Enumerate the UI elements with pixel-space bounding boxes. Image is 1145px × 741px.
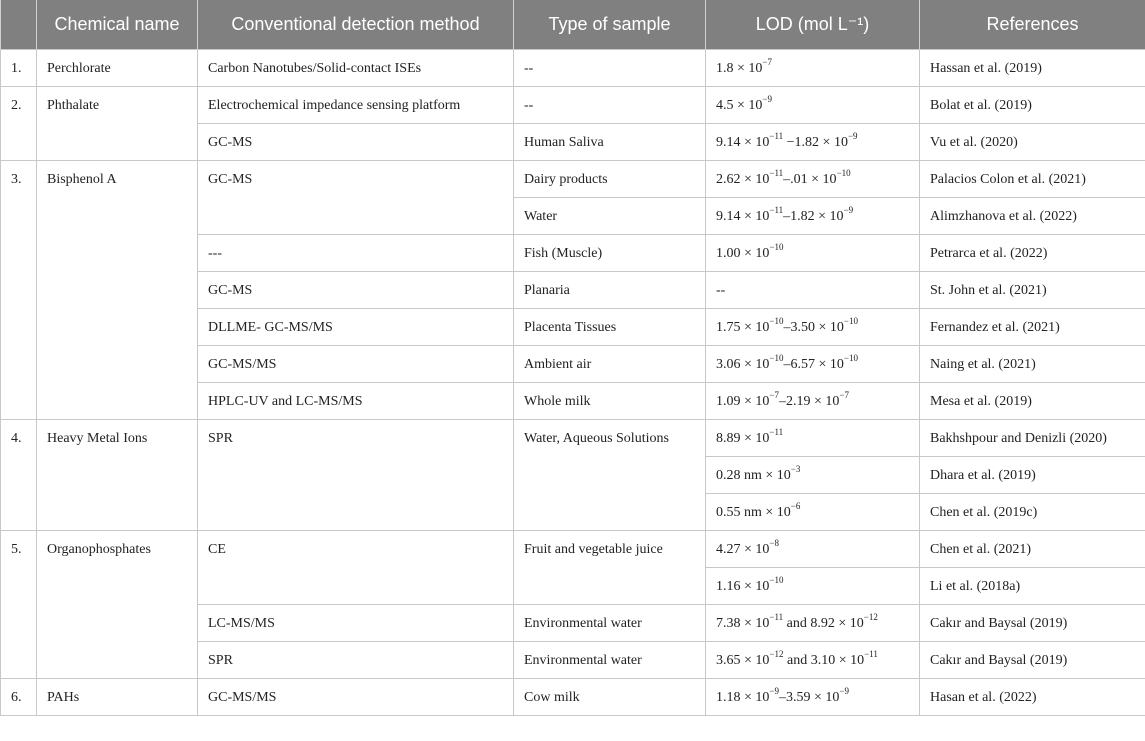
reference: Fernandez et al. (2021) [920, 309, 1145, 346]
sample-type: Human Saliva [514, 124, 706, 161]
header-sample-type: Type of sample [514, 0, 706, 50]
sample-type: Fish (Muscle) [514, 235, 706, 272]
reference: Hassan et al. (2019) [920, 50, 1145, 87]
lod-value: $8.89 \times 10^{-11}$ [706, 420, 920, 457]
table-row [1, 161, 1145, 198]
sample-type: Ambient air [514, 346, 706, 383]
chemical-name: PAHs [37, 679, 198, 716]
lod-value: $3.06 \times 10^{-10}-6.57 \times 10^{-10}$ [706, 346, 920, 383]
reference: Bakhshpour and Denizli (2020) [920, 420, 1145, 457]
row-number: 6. [1, 679, 37, 716]
reference: Petrarca et al. (2022) [920, 235, 1145, 272]
sample-type: Cow milk [514, 679, 706, 716]
reference: Bolat et al. (2019) [920, 87, 1145, 124]
reference: Dhara et al. (2019) [920, 457, 1145, 494]
reference: Vu et al. (2020) [920, 124, 1145, 161]
chemical-name: Heavy Metal Ions [37, 420, 198, 531]
detection-method: HPLC-UV and LC-MS/MS [198, 383, 514, 420]
lod-value: $1.75 \times 10^{-10}-3.50 \times 10^{-10}$ [706, 309, 920, 346]
sample-type: -- [514, 87, 706, 124]
detection-method: GC-MS [198, 272, 514, 309]
detection-method: GC-MS [198, 124, 514, 161]
table-header [1, 0, 1145, 50]
reference: Li et al. (2018a) [920, 568, 1145, 605]
lod-value: $1.00 \times 10^{-10}$ [706, 235, 920, 272]
reference: Chen et al. (2019c) [920, 494, 1145, 531]
sample-type: Planaria [514, 272, 706, 309]
lod-value: 0.55 nm × $10^{-6}$ [706, 494, 920, 531]
table-row [1, 87, 1145, 124]
lod-value: $3.65 \times 10^{-12}$ and $3.10 \times 10^{-11}$ [706, 642, 920, 679]
reference: Cakır and Baysal (2019) [920, 642, 1145, 679]
row-number: 3. [1, 161, 37, 420]
detection-method: GC-MS/MS [198, 346, 514, 383]
detection-method: Electrochemical impedance sensing platform [198, 87, 514, 124]
row-number: 5. [1, 531, 37, 679]
detection-method: LC-MS/MS [198, 605, 514, 642]
sample-type: -- [514, 50, 706, 87]
header-detection-method: Conventional detection method [198, 0, 514, 50]
chemical-name: Perchlorate [37, 50, 198, 87]
header-index [1, 0, 37, 50]
lod-value: $7.38 \times 10^{-11}$ and $8.92 \times 10^{-12}$ [706, 605, 920, 642]
row-number: 4. [1, 420, 37, 531]
row-number: 2. [1, 87, 37, 161]
detection-method: CE [198, 531, 514, 605]
sample-type: Fruit and vegetable juice [514, 531, 706, 605]
reference: Naing et al. (2021) [920, 346, 1145, 383]
sample-type: Placenta Tissues [514, 309, 706, 346]
reference: Mesa et al. (2019) [920, 383, 1145, 420]
detection-method: GC-MS/MS [198, 679, 514, 716]
reference: St. John et al. (2021) [920, 272, 1145, 309]
header-references: References [920, 0, 1145, 50]
reference: Chen et al. (2021) [920, 531, 1145, 568]
lod-value: $2.62 \times 10^{-11}-.01 \times 10^{-10}$ [706, 161, 920, 198]
chemical-name: Organophosphates [37, 531, 198, 679]
table-row [1, 531, 1145, 568]
detection-method: DLLME- GC-MS/MS [198, 309, 514, 346]
reference: Cakır and Baysal (2019) [920, 605, 1145, 642]
lod-value: $4.27 \times 10^{-8}$ [706, 531, 920, 568]
header-lod: LOD (mol L⁻¹) [706, 0, 920, 50]
lod-value: $4.5 \times 10^{-9}$ [706, 87, 920, 124]
reference: Alimzhanova et al. (2022) [920, 198, 1145, 235]
detection-method: SPR [198, 420, 514, 531]
sample-type: Water [514, 198, 706, 235]
lod-value: $1.18 \times 10^{-9}-3.59 \times 10^{-9}$ [706, 679, 920, 716]
table-body [1, 50, 1145, 716]
header-chemical-name: Chemical name [37, 0, 198, 50]
reference: Palacios Colon et al. (2021) [920, 161, 1145, 198]
chemical-name: Bisphenol A [37, 161, 198, 420]
lod-value: $1.8 \times 10^{-7}$ [706, 50, 920, 87]
table-row [1, 679, 1145, 716]
lod-value: 0.28 nm × $10^{-3}$ [706, 457, 920, 494]
chemical-name: Phthalate [37, 87, 198, 161]
table-row [1, 50, 1145, 87]
lod-value: $9.14 \times 10^{-11}-1.82 \times 10^{-9}$ [706, 198, 920, 235]
table-row [1, 420, 1145, 457]
sample-type: Dairy products [514, 161, 706, 198]
sample-type: Environmental water [514, 605, 706, 642]
detection-method: SPR [198, 642, 514, 679]
detection-method: GC-MS [198, 161, 514, 235]
lod-value: $9.14 \times 10^{-11} -1.82 \times 10^{-9}$ [706, 124, 920, 161]
reference: Hasan et al. (2022) [920, 679, 1145, 716]
sample-type: Environmental water [514, 642, 706, 679]
detection-method: --- [198, 235, 514, 272]
lod-value: -- [706, 272, 920, 309]
row-number: 1. [1, 50, 37, 87]
sample-type: Whole milk [514, 383, 706, 420]
header-row [1, 0, 1145, 50]
sample-type: Water, Aqueous Solutions [514, 420, 706, 531]
lod-value: $1.16 \times 10^{-10}$ [706, 568, 920, 605]
lod-value: $1.09 \times 10^{-7}-2.19 \times 10^{-7}$ [706, 383, 920, 420]
detection-method: Carbon Nanotubes/Solid-contact ISEs [198, 50, 514, 87]
